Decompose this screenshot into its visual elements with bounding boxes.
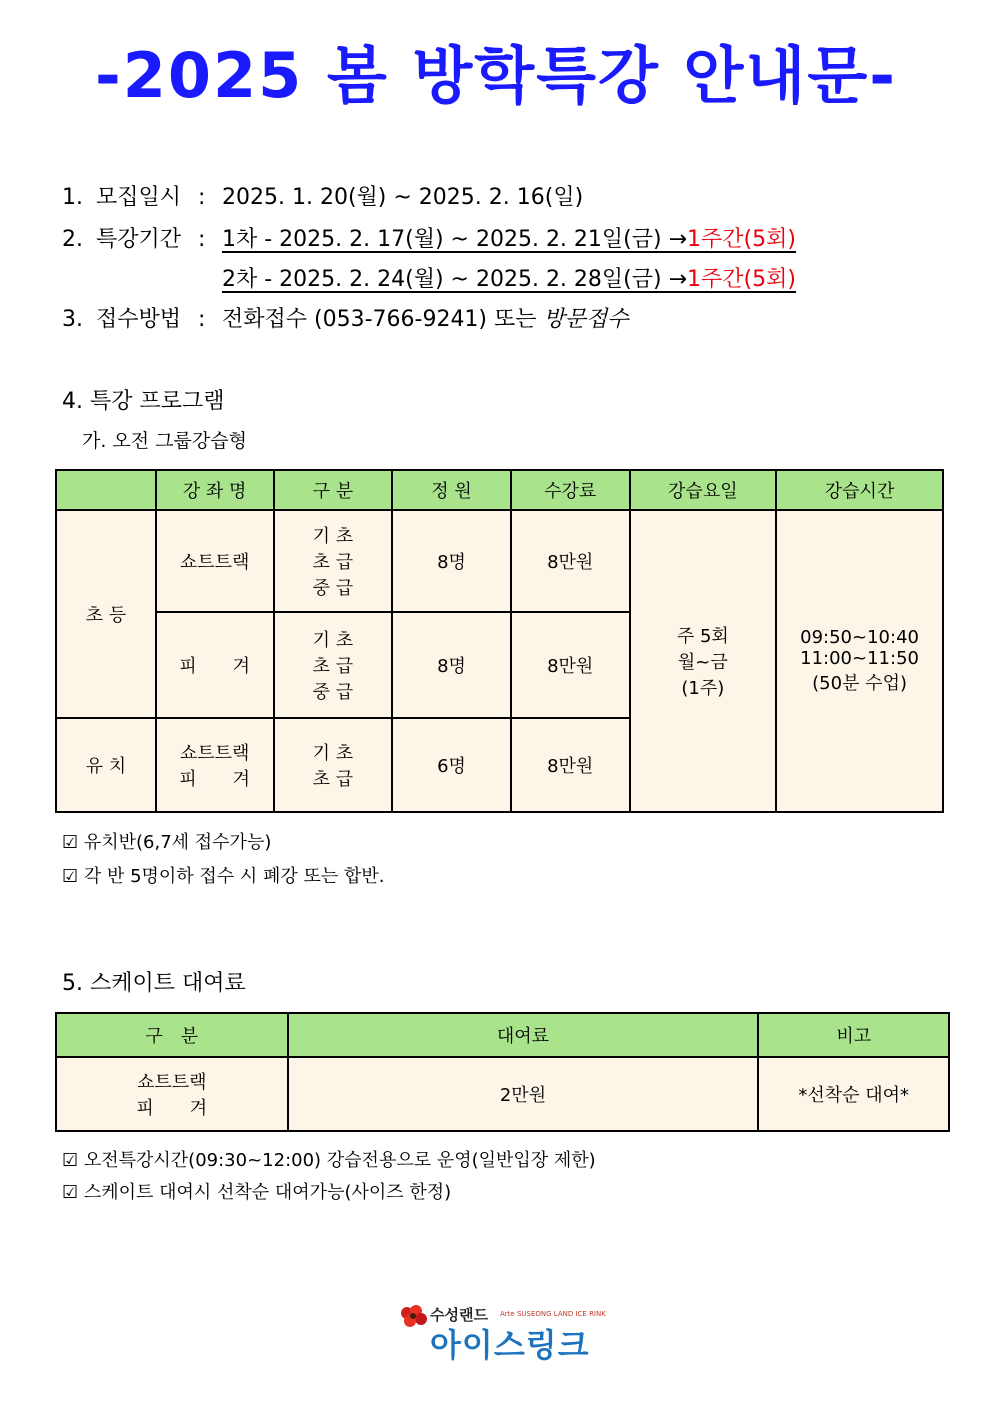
- header-blank: [56, 470, 156, 510]
- course-item: 쇼트트랙: [179, 743, 250, 764]
- time-cell: [776, 510, 943, 812]
- rental-header-fee: 대여료: [288, 1013, 759, 1057]
- logo-main-text: 아이스링크: [430, 1326, 590, 1364]
- method-value-italic: 방문접수: [543, 307, 629, 332]
- program-note: ☑ 유치반(6,7세 접수가능): [62, 832, 272, 853]
- period-second-text: 2차 - 2025. 2. 24(월) ~ 2025. 2. 28일(금) →: [222, 267, 688, 292]
- recruit-label: 모집일시: [96, 185, 182, 210]
- method-line: [62, 302, 629, 333]
- level-item: 기 초: [312, 743, 354, 764]
- rental-kind: 쇼트트랙: [136, 1072, 207, 1093]
- group-kinder: 유 치: [56, 718, 156, 812]
- rental-remark-cell: *선착순 대여*: [758, 1057, 949, 1131]
- rental-heading: 5. 스케이트 대여료: [62, 971, 246, 996]
- method-num: 3.: [62, 307, 83, 332]
- fee-cell: 8만원: [511, 612, 630, 718]
- period-second-red: 1주간(5회): [687, 267, 796, 292]
- course-cell: 쇼트트랙: [156, 510, 274, 612]
- program-heading: 4. 특강 프로그램: [62, 389, 225, 414]
- program-note: ☑ 각 반 5명이하 접수 시 폐강 또는 합반.: [62, 866, 385, 887]
- header-course: 강 좌 명: [156, 470, 274, 510]
- rental-header-row: [56, 1013, 949, 1057]
- rental-header-remark: 비고: [758, 1013, 949, 1057]
- table-row: [56, 1057, 949, 1131]
- period-first: [222, 227, 796, 252]
- course-item: 피 겨: [179, 769, 251, 790]
- program-table: [55, 469, 944, 813]
- method-colon: :: [198, 307, 206, 332]
- days-line: 월~금: [677, 652, 728, 673]
- recruit-colon: :: [198, 185, 206, 210]
- header-level: 구 분: [274, 470, 393, 510]
- rink-logo: [396, 1300, 606, 1372]
- level-item: 중 급: [312, 682, 354, 703]
- program-subheading: 가. 오전 그룹강습형: [82, 430, 247, 452]
- level-cell: [274, 510, 393, 612]
- level-item: 초 급: [312, 656, 354, 677]
- rental-note: ☑ 오전특강시간(09:30~12:00) 강습전용으로 운영(일반입장 제한): [62, 1150, 596, 1171]
- period-second-line: [222, 262, 796, 293]
- table-row: [56, 510, 943, 612]
- days-line: (1주): [681, 678, 725, 699]
- course-cell: [156, 718, 274, 812]
- method-value: 전화접수 (053-766-9241) 또는: [222, 307, 537, 332]
- level-cell: [274, 718, 393, 812]
- capacity-cell: 6명: [392, 718, 511, 812]
- header-days: 강습요일: [630, 470, 777, 510]
- rental-table: [55, 1012, 950, 1132]
- level-item: 기 초: [312, 630, 354, 651]
- rental-kind: 피 겨: [136, 1098, 208, 1119]
- period-line: [62, 222, 796, 253]
- rental-header-kind: 구 분: [56, 1013, 288, 1057]
- period-first-text: 1차 - 2025. 2. 17(월) ~ 2025. 2. 21일(금) →: [222, 227, 688, 252]
- days-line: 주 5회: [676, 626, 729, 647]
- page-title: -2025 봄 방학특강 안내문-: [95, 39, 897, 112]
- time-line: (50분 수업): [812, 673, 907, 694]
- level-item: 초 급: [312, 769, 354, 790]
- logo-sub-text: Arte SUSEONG LAND ICE RINK: [500, 1310, 606, 1318]
- flower-icon: [398, 1304, 430, 1330]
- rental-fee-cell: 2만원: [288, 1057, 759, 1131]
- level-item: 초 급: [312, 552, 354, 573]
- time-line: 11:00~11:50: [800, 648, 919, 669]
- fee-cell: 8만원: [511, 510, 630, 612]
- period-first-red: 1주간(5회): [687, 227, 796, 252]
- program-header-row: [56, 470, 943, 510]
- period-second: [222, 267, 796, 292]
- header-fee: 수강료: [511, 470, 630, 510]
- header-time: 강습시간: [776, 470, 943, 510]
- level-item: 기 초: [312, 526, 354, 547]
- period-colon: :: [198, 227, 206, 252]
- group-elementary: 초 등: [56, 510, 156, 718]
- capacity-cell: 8명: [392, 612, 511, 718]
- period-num: 2.: [62, 227, 83, 252]
- method-label: 접수방법: [96, 307, 182, 332]
- recruit-num: 1.: [62, 185, 83, 210]
- period-label: 특강기간: [96, 227, 182, 252]
- header-capacity: 정 원: [392, 470, 511, 510]
- rental-kind-cell: [56, 1057, 288, 1131]
- rental-note: ☑ 스케이트 대여시 선착순 대여가능(사이즈 한정): [62, 1182, 452, 1203]
- level-cell: [274, 612, 393, 718]
- recruit-line: [62, 180, 583, 211]
- time-line: 09:50~10:40: [800, 627, 919, 648]
- capacity-cell: 8명: [392, 510, 511, 612]
- logo-top-text: 수성랜드: [430, 1306, 488, 1324]
- course-cell: 피 겨: [156, 612, 274, 718]
- recruit-value: 2025. 1. 20(월) ~ 2025. 2. 16(일): [222, 185, 584, 210]
- level-item: 중 급: [312, 578, 354, 599]
- days-cell: [630, 510, 777, 812]
- fee-cell: 8만원: [511, 718, 630, 812]
